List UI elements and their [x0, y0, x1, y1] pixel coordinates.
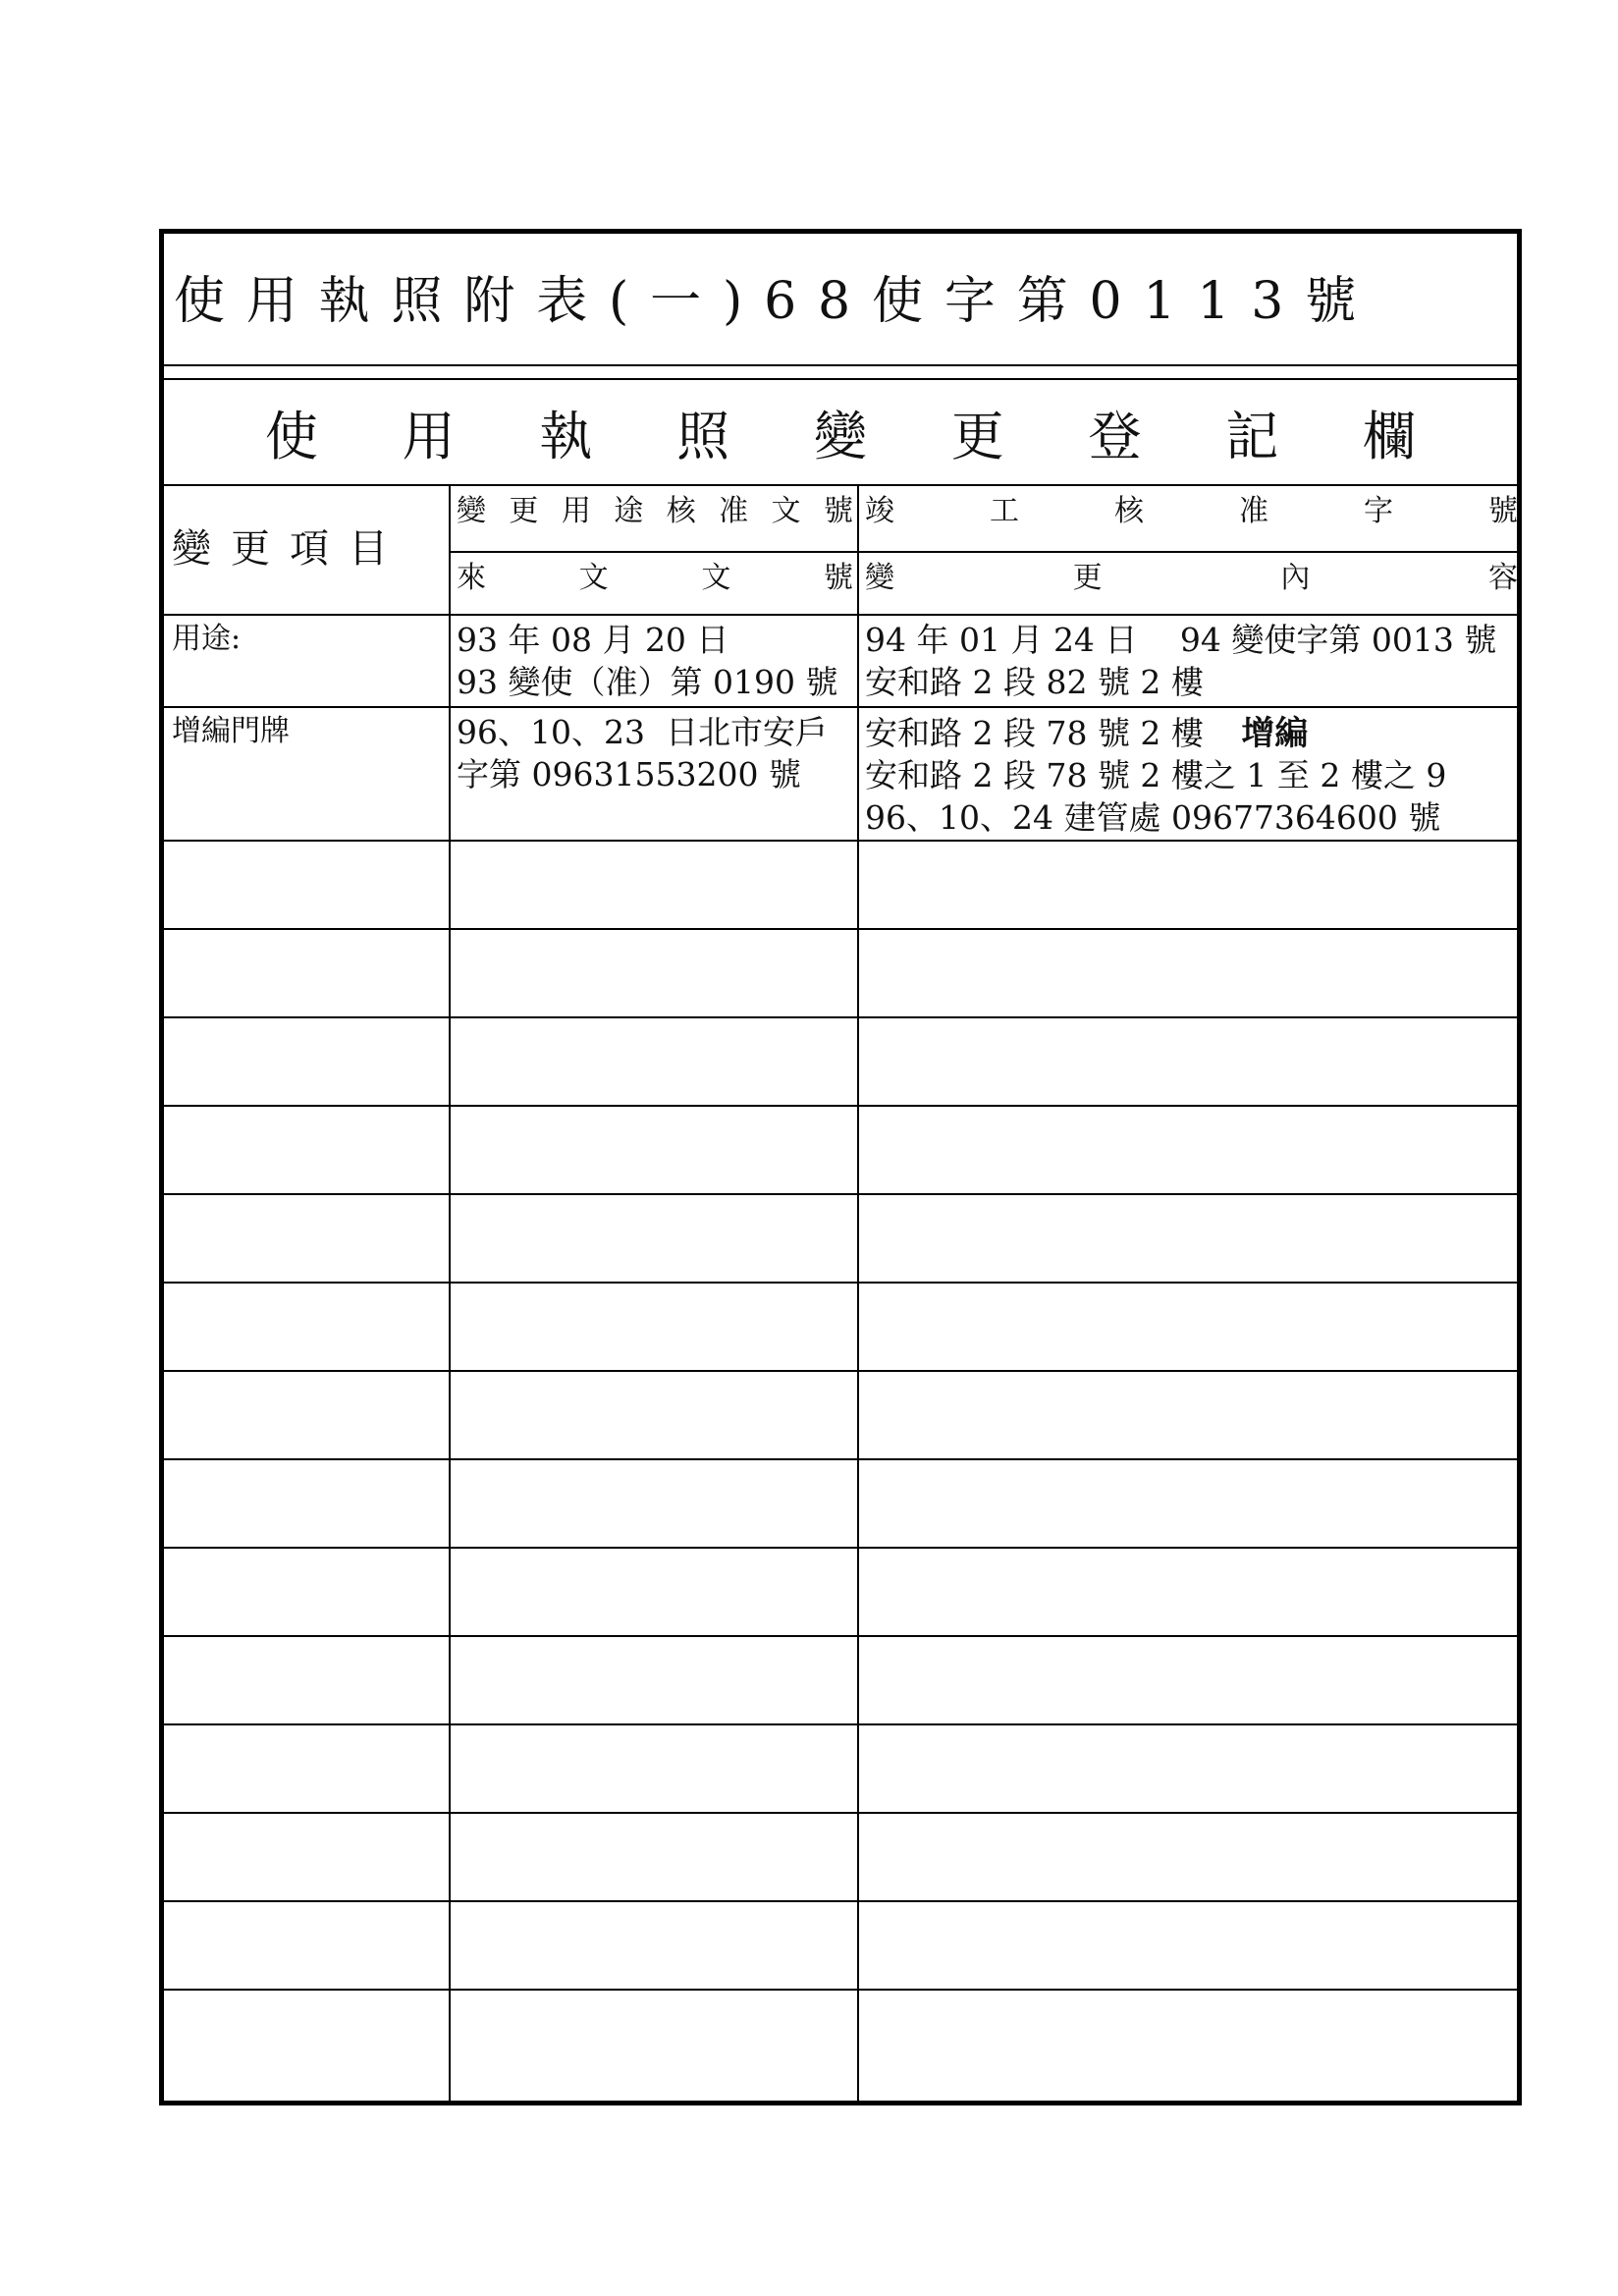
header-char: 變 — [457, 494, 486, 528]
incoming-doc-cell — [457, 620, 855, 704]
heading-char: 欄 — [1363, 405, 1416, 467]
header-char: 竣 — [865, 494, 894, 528]
heading-char: 執 — [539, 405, 593, 467]
header-char: 更 — [1072, 561, 1103, 595]
completion-approval-number-header — [859, 492, 1522, 541]
row-divider — [164, 706, 1517, 708]
change-item-usage: 用途: — [172, 622, 242, 656]
header-char: 號 — [823, 494, 853, 528]
content-line: 安和路 2 段 78 號 2 樓之 1 至 2 樓之 9 — [865, 756, 1447, 795]
empty-row-line — [164, 1812, 1517, 1814]
header-char: 來 — [457, 561, 486, 595]
license-attachment-sheet — [159, 229, 1522, 2105]
content-line-text: 安和路 2 段 78 號 2 樓 — [865, 714, 1204, 752]
empty-row-line — [164, 1282, 1517, 1284]
header-char: 核 — [1114, 494, 1144, 528]
header-char: 文 — [771, 494, 801, 528]
empty-row-line — [164, 1723, 1517, 1725]
heading-char: 照 — [676, 405, 730, 467]
empty-row-line — [164, 1900, 1517, 1902]
doc-line: 字第 09631553200 號 — [457, 754, 801, 793]
header-char: 內 — [1280, 561, 1311, 595]
incoming-doc-number-header — [451, 559, 857, 604]
content-line: 安和路 2 段 82 號 2 樓 — [865, 662, 1204, 701]
header-divider — [451, 551, 1517, 553]
doc-line: 93 變使（准）第 0190 號 — [457, 662, 838, 701]
header-char: 容 — [1487, 561, 1518, 595]
empty-row-line — [164, 1370, 1517, 1372]
heading-char: 變 — [813, 405, 867, 467]
change-record-table — [164, 486, 1517, 2101]
header-char: 號 — [1488, 494, 1518, 528]
empty-row-line — [164, 1105, 1517, 1107]
header-char: 准 — [719, 494, 749, 528]
header-char: 工 — [990, 494, 1019, 528]
content-line: 94 年 01 月 24 日 94 變使字第 0013 號 — [865, 621, 1497, 659]
header-char: 號 — [823, 561, 853, 595]
document-title: 使用執照附表(一)68使字第0113號 — [174, 272, 1378, 331]
empty-row-line — [164, 1989, 1517, 1991]
header-char: 字 — [1364, 494, 1393, 528]
doc-line: 96、10、23 日北市安戶 — [457, 713, 828, 751]
row-divider — [164, 614, 1517, 616]
empty-row-line — [164, 1016, 1517, 1018]
doc-line: 93 年 08 月 20 日 — [457, 621, 729, 659]
approval-doc-number-header — [451, 492, 857, 541]
empty-row-line — [164, 1193, 1517, 1195]
header-char: 變 — [865, 561, 894, 595]
header-char: 文 — [701, 561, 731, 595]
change-content-cell — [865, 712, 1523, 840]
heading-char: 記 — [1225, 405, 1279, 467]
change-item-added-doorplate: 增編門牌 — [172, 714, 290, 748]
empty-row-line — [164, 1547, 1517, 1549]
header-char: 核 — [666, 494, 696, 528]
content-line: 96、10、24 建管處 09677364600 號 — [865, 798, 1441, 838]
header-char: 准 — [1239, 494, 1268, 528]
change-content-header — [859, 559, 1522, 604]
header-char: 用 — [561, 494, 591, 528]
change-content-cell — [865, 620, 1523, 704]
row-divider — [164, 840, 1517, 842]
change-item-header: 變更項目 — [172, 526, 407, 572]
header-char: 更 — [509, 494, 539, 528]
empty-row-line — [164, 928, 1517, 930]
header-char: 途 — [614, 494, 644, 528]
incoming-doc-cell — [457, 712, 855, 796]
title-row — [164, 234, 1517, 366]
content-line — [865, 712, 1523, 755]
heading-char: 使 — [264, 405, 318, 467]
column-divider — [449, 486, 451, 2101]
heading-row — [164, 378, 1517, 486]
heading-char: 用 — [402, 405, 456, 467]
header-char: 文 — [578, 561, 609, 595]
added-tag: 增編 — [1241, 714, 1309, 753]
heading-char: 登 — [1088, 405, 1142, 467]
empty-row-line — [164, 1458, 1517, 1460]
column-divider — [857, 486, 859, 2101]
empty-row-line — [164, 1635, 1517, 1637]
heading-char: 更 — [950, 405, 1004, 467]
